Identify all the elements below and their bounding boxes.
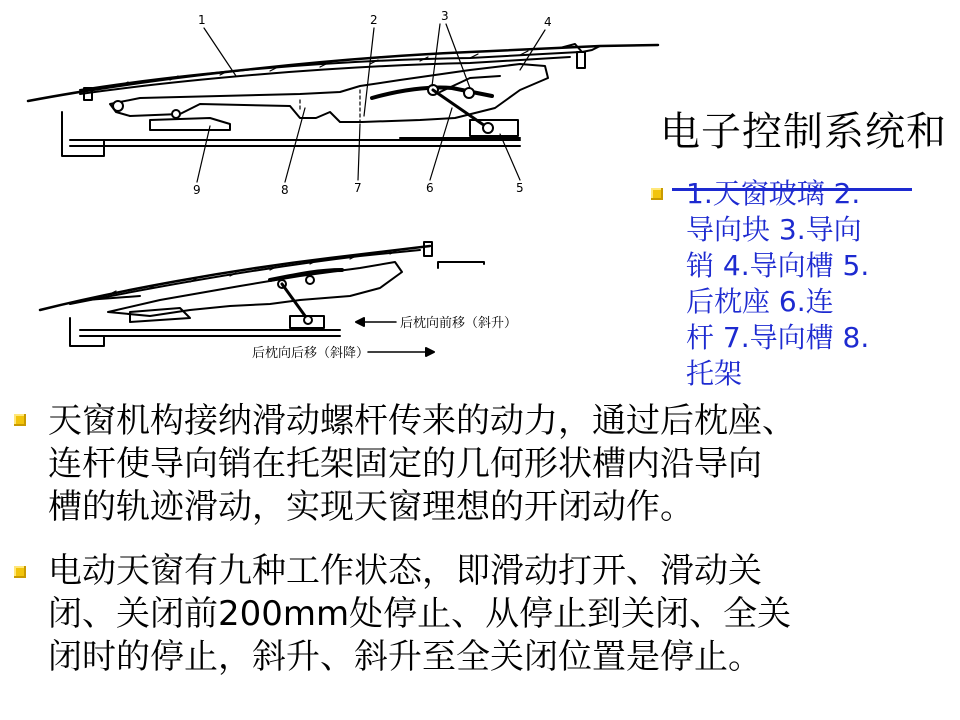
legend-line: 导向块 3.导向 [686, 213, 862, 246]
part-number-1: 1 [198, 13, 206, 27]
legend-bullet-icon [651, 188, 663, 200]
parts-legend [686, 176, 936, 392]
part-number-9: 9 [193, 183, 201, 197]
paragraph2-bullet-icon [14, 566, 26, 578]
part-number-4: 4 [544, 15, 552, 29]
paragraph-line: 电动天窗有九种工作状态，即滑动打开、滑动关 [48, 551, 762, 591]
part-number-8: 8 [281, 183, 289, 197]
part-number-3: 3 [441, 9, 449, 23]
legend-line: 销 4.导向槽 5. [686, 249, 870, 282]
label-forward-tilt: 后枕向前移（斜升） [400, 316, 518, 331]
paragraph-line: 连杆使导向销在托架固定的几何形状槽内沿导向 [48, 444, 762, 484]
legend-line: 1.天窗玻璃 2. [686, 177, 861, 210]
paragraph-line: 槽的轨迹滑动，实现天窗理想的开闭动作。 [48, 487, 694, 527]
legend-line: 后枕座 6.连 [686, 285, 834, 318]
legend-line: 托架 [686, 357, 743, 390]
part-number-2: 2 [370, 13, 378, 27]
label-backward-tilt: 后枕向后移（斜降） [252, 346, 370, 361]
part-number-6: 6 [426, 181, 434, 195]
legend-line: 杆 7.导向槽 8. [686, 321, 870, 354]
paragraph-work-states [48, 550, 958, 679]
paragraph-mechanism [48, 400, 958, 529]
part-number-7: 7 [354, 181, 362, 195]
sunroof-mechanism-diagram [0, 0, 660, 380]
heading-fragment: 电子控制系统和 [660, 109, 947, 155]
paragraph1-bullet-icon [14, 414, 26, 426]
part-number-5: 5 [516, 181, 524, 195]
paragraph-line: 闭时的停止，斜升、斜升至全关闭位置是停止。 [48, 637, 762, 677]
paragraph-line: 闭、关闭前200mm处停止、从停止到关闭、全关 [48, 594, 792, 634]
paragraph-line: 天窗机构接纳滑动螺杆传来的动力，通过后枕座、 [48, 401, 796, 441]
